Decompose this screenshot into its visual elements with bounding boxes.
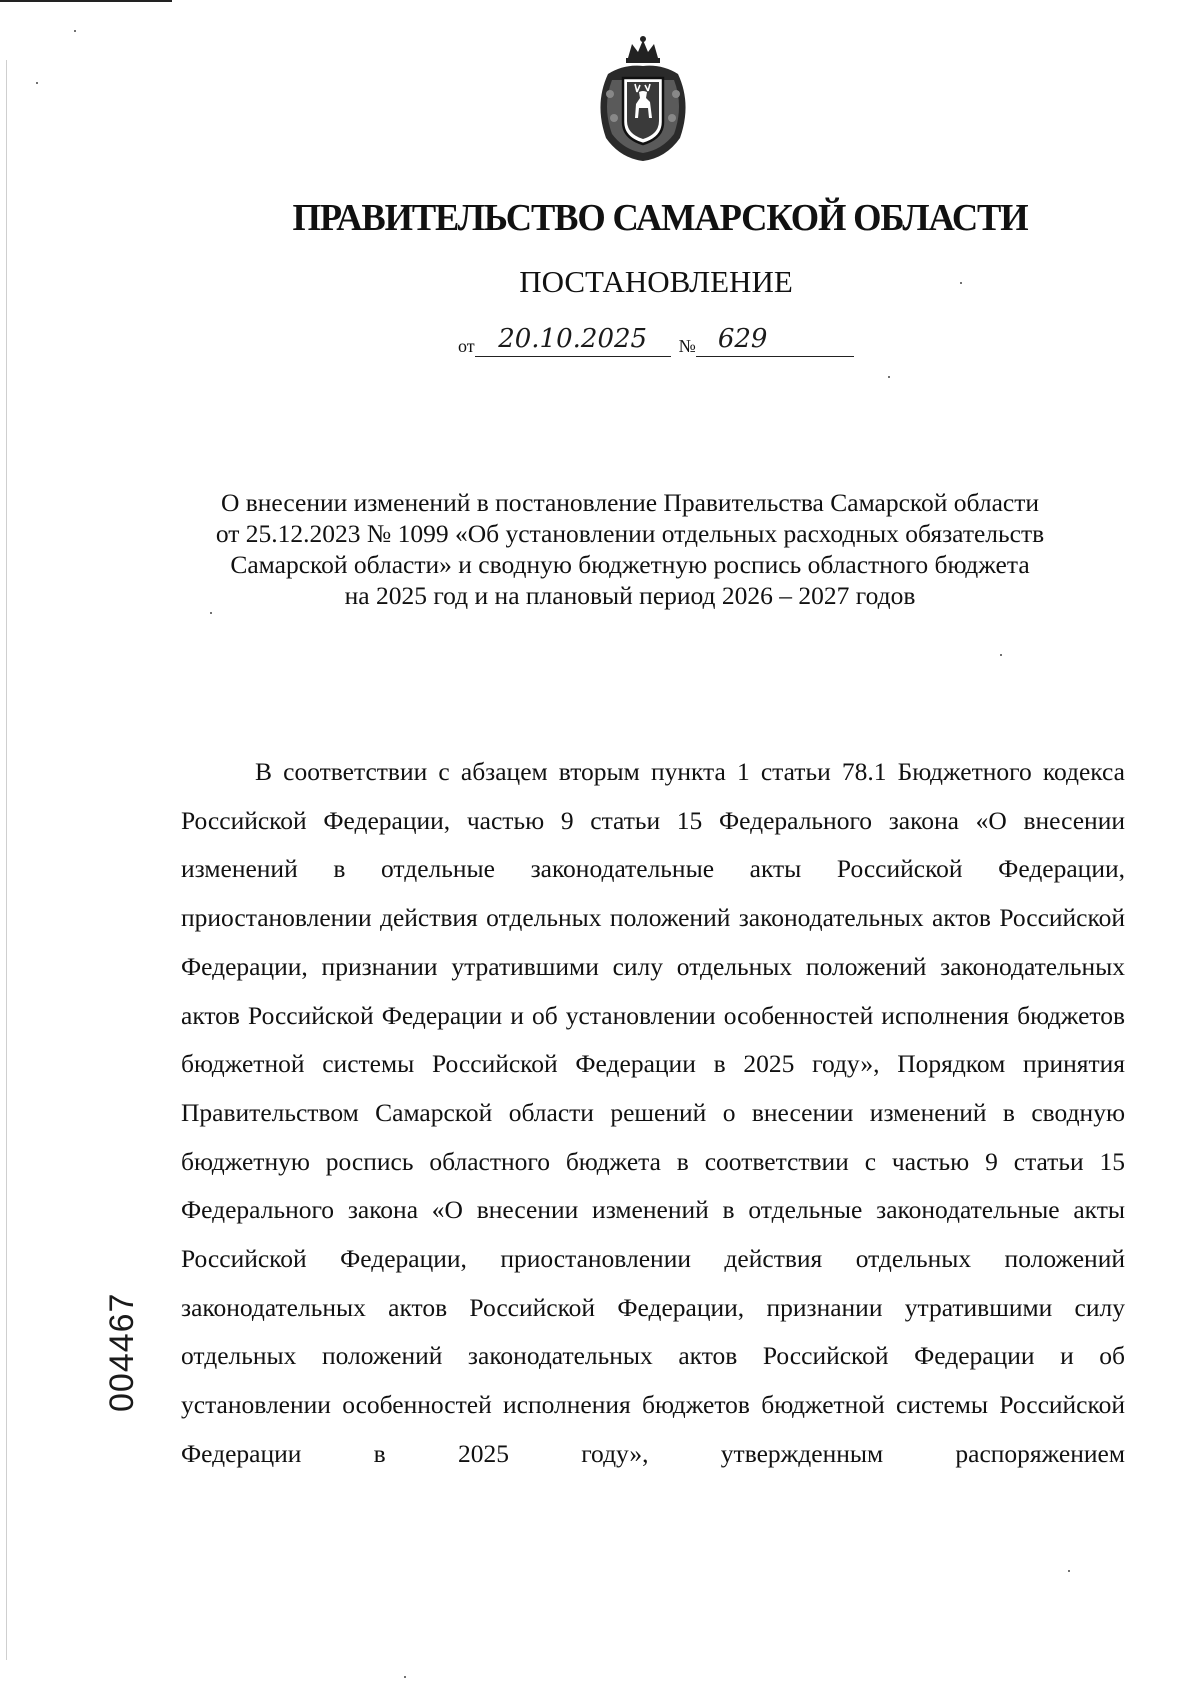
government-name: ПРАВИТЕЛЬСТВО САМАРСКОЙ ОБЛАСТИ [292, 197, 1028, 239]
subject-line: Самарской области» и сводную бюджетную роспись областного бюджета [230, 550, 1030, 579]
scan-speck [210, 612, 212, 614]
date-prefix: от [458, 336, 475, 356]
document-body [181, 748, 1125, 1479]
scan-speck [1068, 1570, 1070, 1572]
samara-region-coat-of-arms-icon [590, 34, 696, 164]
scan-speck [960, 282, 962, 284]
subject-line: от 25.12.2023 № 1099 «Об установлении отдельных расходных обязательств [215, 519, 1045, 548]
subject-line: на 2025 год и на плановый период 2026 – 2027 годов [344, 581, 916, 610]
registration-line [458, 322, 854, 362]
scan-speck [888, 376, 890, 378]
scan-speck [74, 30, 76, 32]
scan-margin-line [6, 60, 7, 1660]
scan-speck [1000, 654, 1002, 656]
document-type [0, 264, 1200, 300]
document-number: 629 [696, 322, 854, 357]
scan-speck [404, 1676, 406, 1678]
document-date: 20.10.2025 [475, 322, 671, 357]
document-type-label: ПОСТАНОВЛЕНИЕ [519, 264, 793, 299]
scan-edge-line [0, 0, 172, 2]
issuing-authority-title [26, 196, 1178, 240]
side-serial-number: 004467 [103, 1292, 141, 1412]
subject-line: О внесении изменений в постановление Правительства Самарской области [220, 488, 1040, 517]
number-label: № [678, 336, 696, 356]
document-subject [150, 487, 1110, 611]
body-paragraph: В соответствии с абзацем вторым пункта 1 статьи 78.1 Бюджетного кодекса Российской Федерации, частью 9 статьи 15 Федерального закона «О внесении изменений в отдельные законодательные акты Российской Федерации, приостановлении действия отдельных положений законодательных актов Российской Федерации, признании утратившими силу отдельных положений законодательных актов Российской Федерации и об установлении особенностей исполнения бюджетов бюджетной системы Российской Федерации в 2025 году», Порядком принятия Правительством Самарской области решений о внесении изменений в сводную бюджетную роспись областного бюджета в соответствии с частью 9 статьи 15 Федерального закона «О внесении изменений в отдельные законодательные акты Российской Федерации, приостановлении действия отдельных положений законодательных актов Российской Федерации, признании утратившими силу отдельных положений законодательных актов Российской Федерации и об установлении особенностей исполнения бюджетов бюджетной системы Российской Федерации в 2025 году», утвержденным распоряжением [181, 757, 1125, 1468]
scan-speck [36, 82, 38, 84]
